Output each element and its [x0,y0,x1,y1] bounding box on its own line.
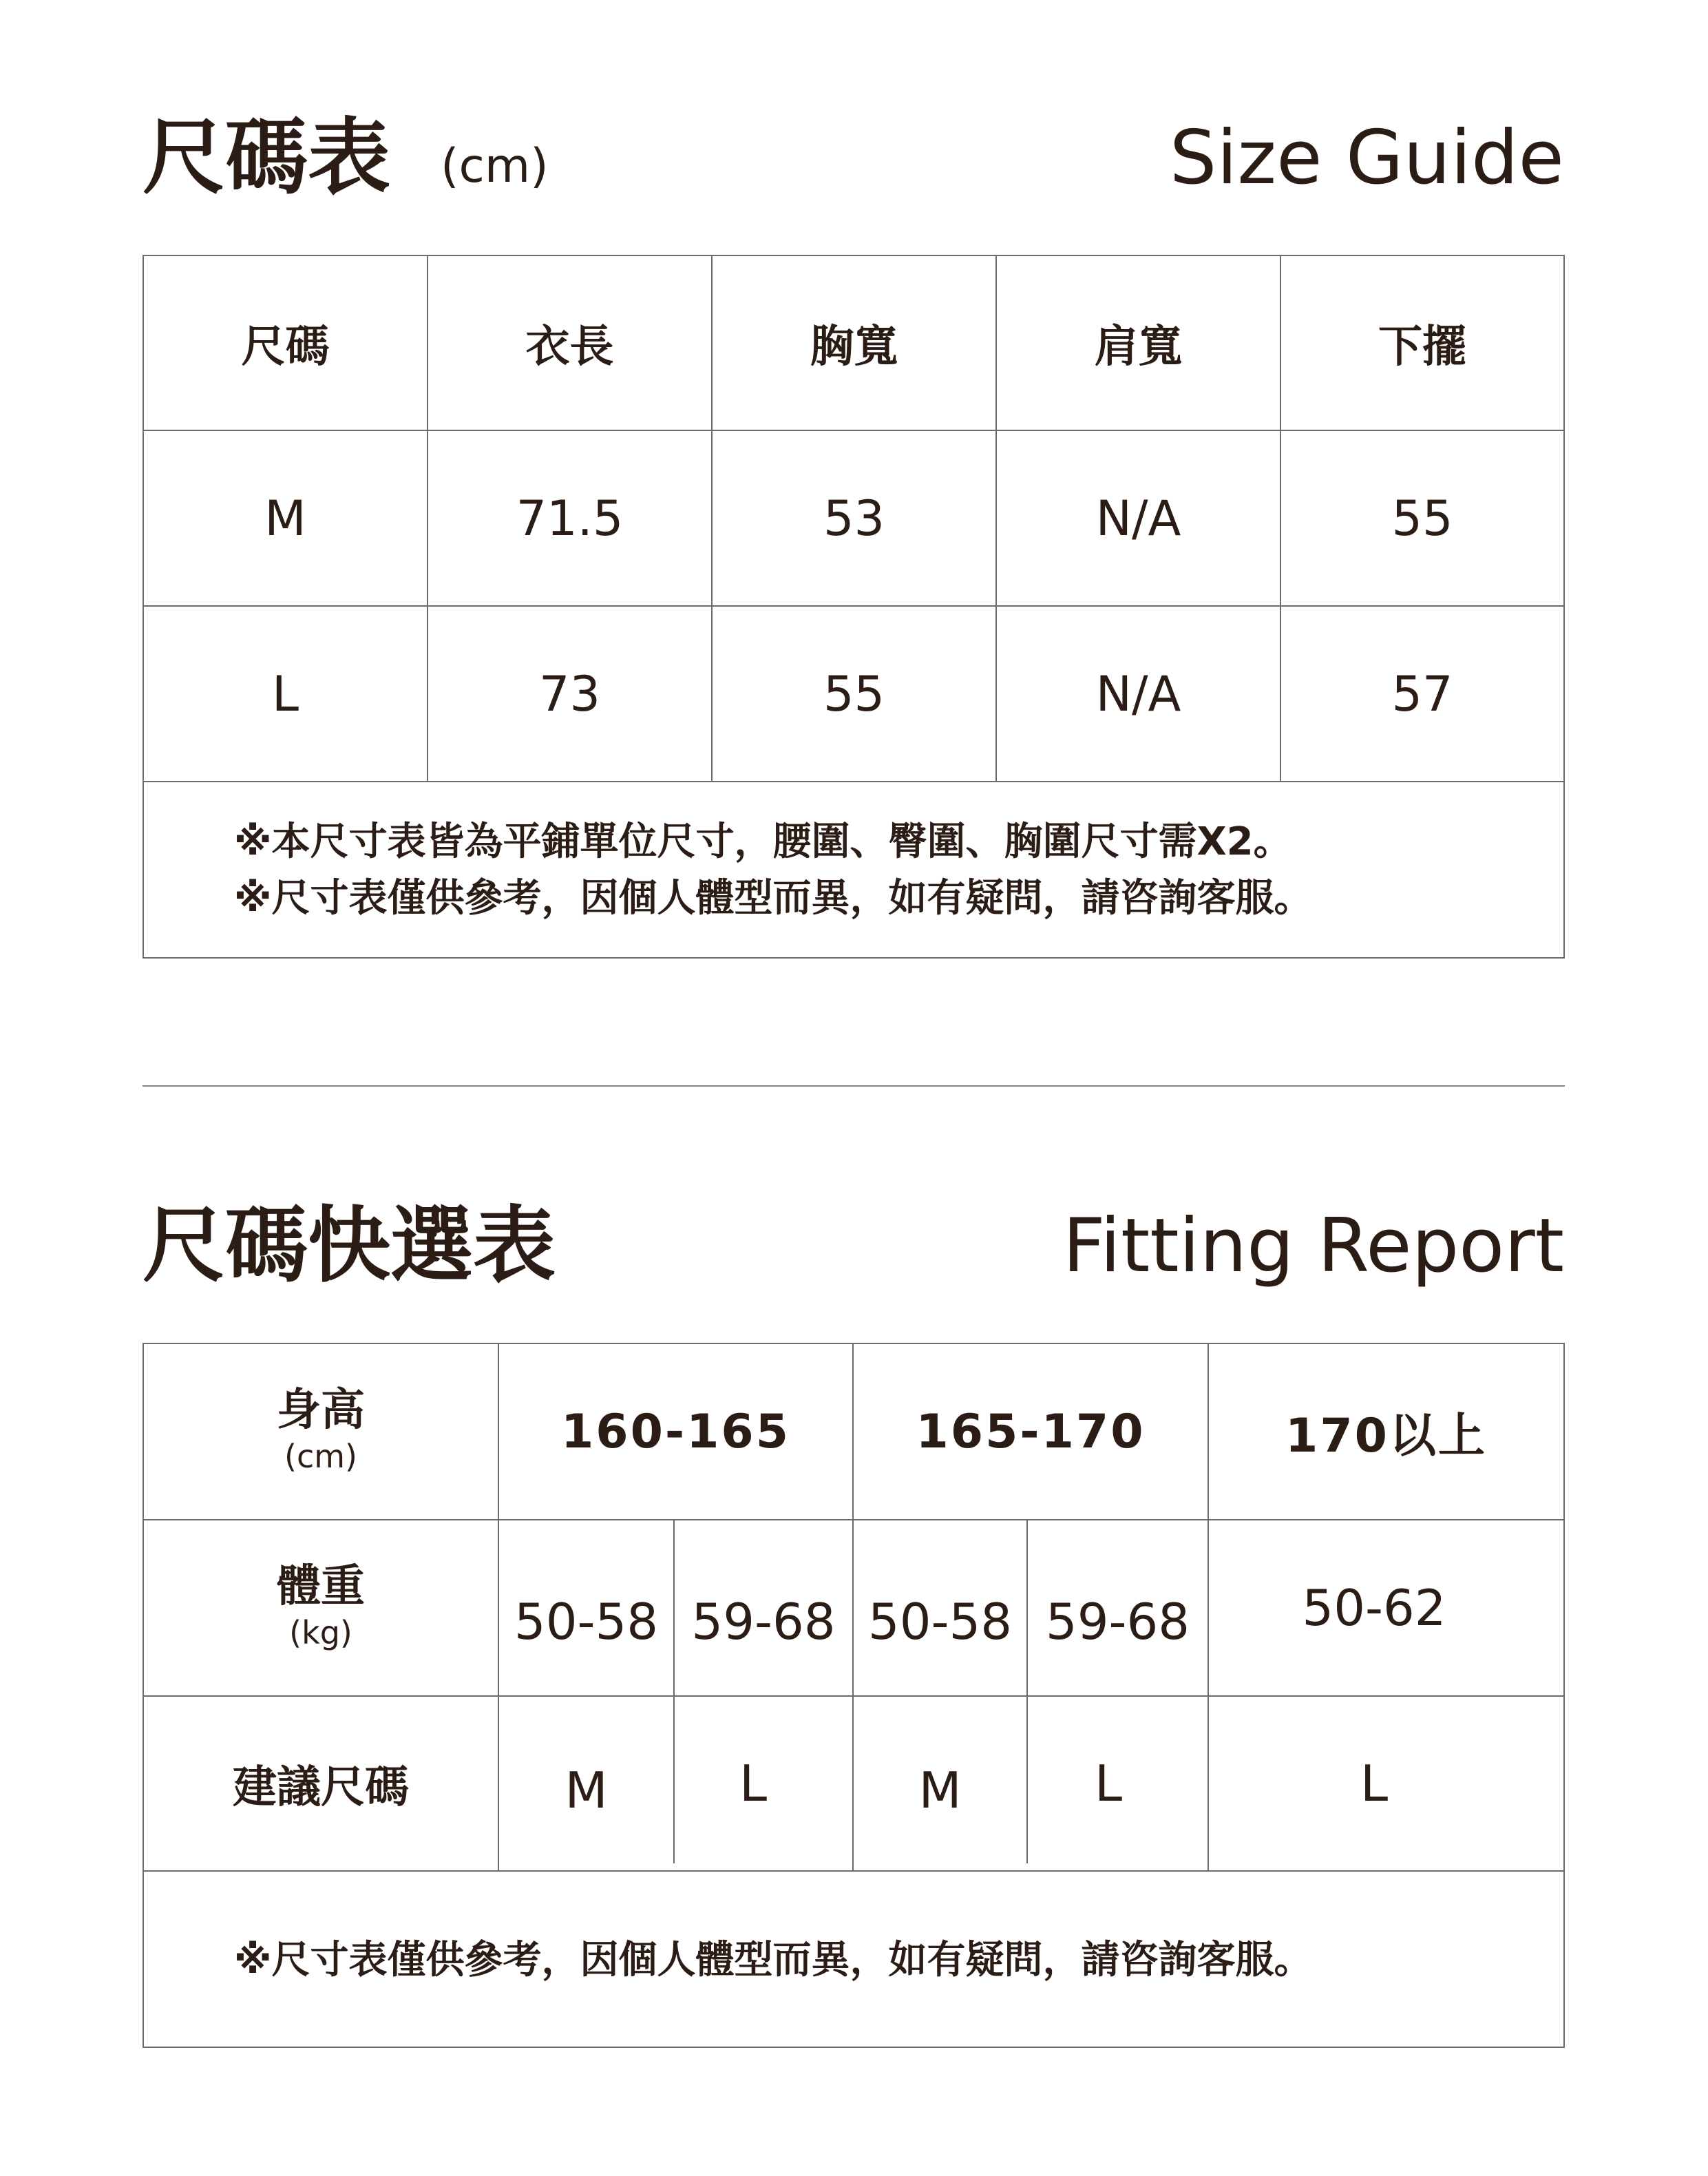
weight-unit: (kg) [289,1613,352,1651]
recommend-label-cell [144,1697,498,1870]
header-hem: 下擺 [1378,322,1466,373]
recommended-size: M [918,1761,962,1819]
weight-range: 50-58 [514,1593,659,1651]
size-guide-title: 尺碼表 [143,110,390,206]
weight-range: 59-68 [691,1593,836,1651]
row-l-shoulder: N/A [1095,665,1181,722]
recommended-size: L [1360,1755,1389,1812]
weight-range: 50-62 [1302,1579,1446,1637]
row-m-length: 71.5 [516,490,624,547]
fitting-report-title-en: Fitting Report [1062,1203,1564,1289]
header-length: 衣長 [525,322,614,373]
height-unit: (cm) [284,1437,357,1475]
height-label: 身高 [277,1385,365,1436]
row-m-hem: 55 [1391,490,1453,547]
recommended-size: L [739,1755,768,1812]
size-guide-note-2: ※尺寸表僅供參考，因個人體型而異，如有疑問，請咨詢客服。 [234,876,1313,921]
row-m-chest: 53 [823,490,885,547]
row-l-length: 73 [538,665,601,722]
fitting-report-note: ※尺寸表僅供參考，因個人體型而異，如有疑問，請咨詢客服。 [234,1938,1313,1983]
header-size: 尺碼 [241,322,330,373]
height-group-165-170: 165-170 [916,1404,1146,1459]
recommend-label: 建議尺碼 [233,1762,409,1813]
row-l-hem: 57 [1391,665,1453,722]
section-divider [143,1085,1565,1087]
size-guide-title-en: Size Guide [1169,115,1564,201]
row-m-shoulder: N/A [1095,490,1181,547]
weight-label: 體重 [277,1561,365,1613]
header-shoulder-width: 肩寬 [1094,322,1183,373]
weight-label-cell [144,1520,498,1695]
weight-range: 50-58 [867,1593,1013,1651]
fitting-report-title: 尺碼快選表 [143,1198,556,1294]
row-l-chest: 55 [823,665,885,722]
height-label-cell [144,1344,498,1519]
size-guide-note-1: ※本尺寸表皆為平鋪單位尺寸，腰圍、臀圍、胸圍尺寸需X2。 [234,819,1292,864]
height-group-170-plus: 170以上 [1285,1408,1487,1463]
row-l-size: L [272,665,299,722]
size-guide-unit: (cm) [441,139,549,193]
recommended-size: L [1094,1755,1123,1812]
height-group-160-165: 160-165 [560,1404,791,1459]
weight-range: 59-68 [1045,1593,1190,1651]
row-m-size: M [264,490,306,547]
header-chest-width: 胸寬 [810,322,898,373]
recommended-size: M [565,1761,608,1819]
